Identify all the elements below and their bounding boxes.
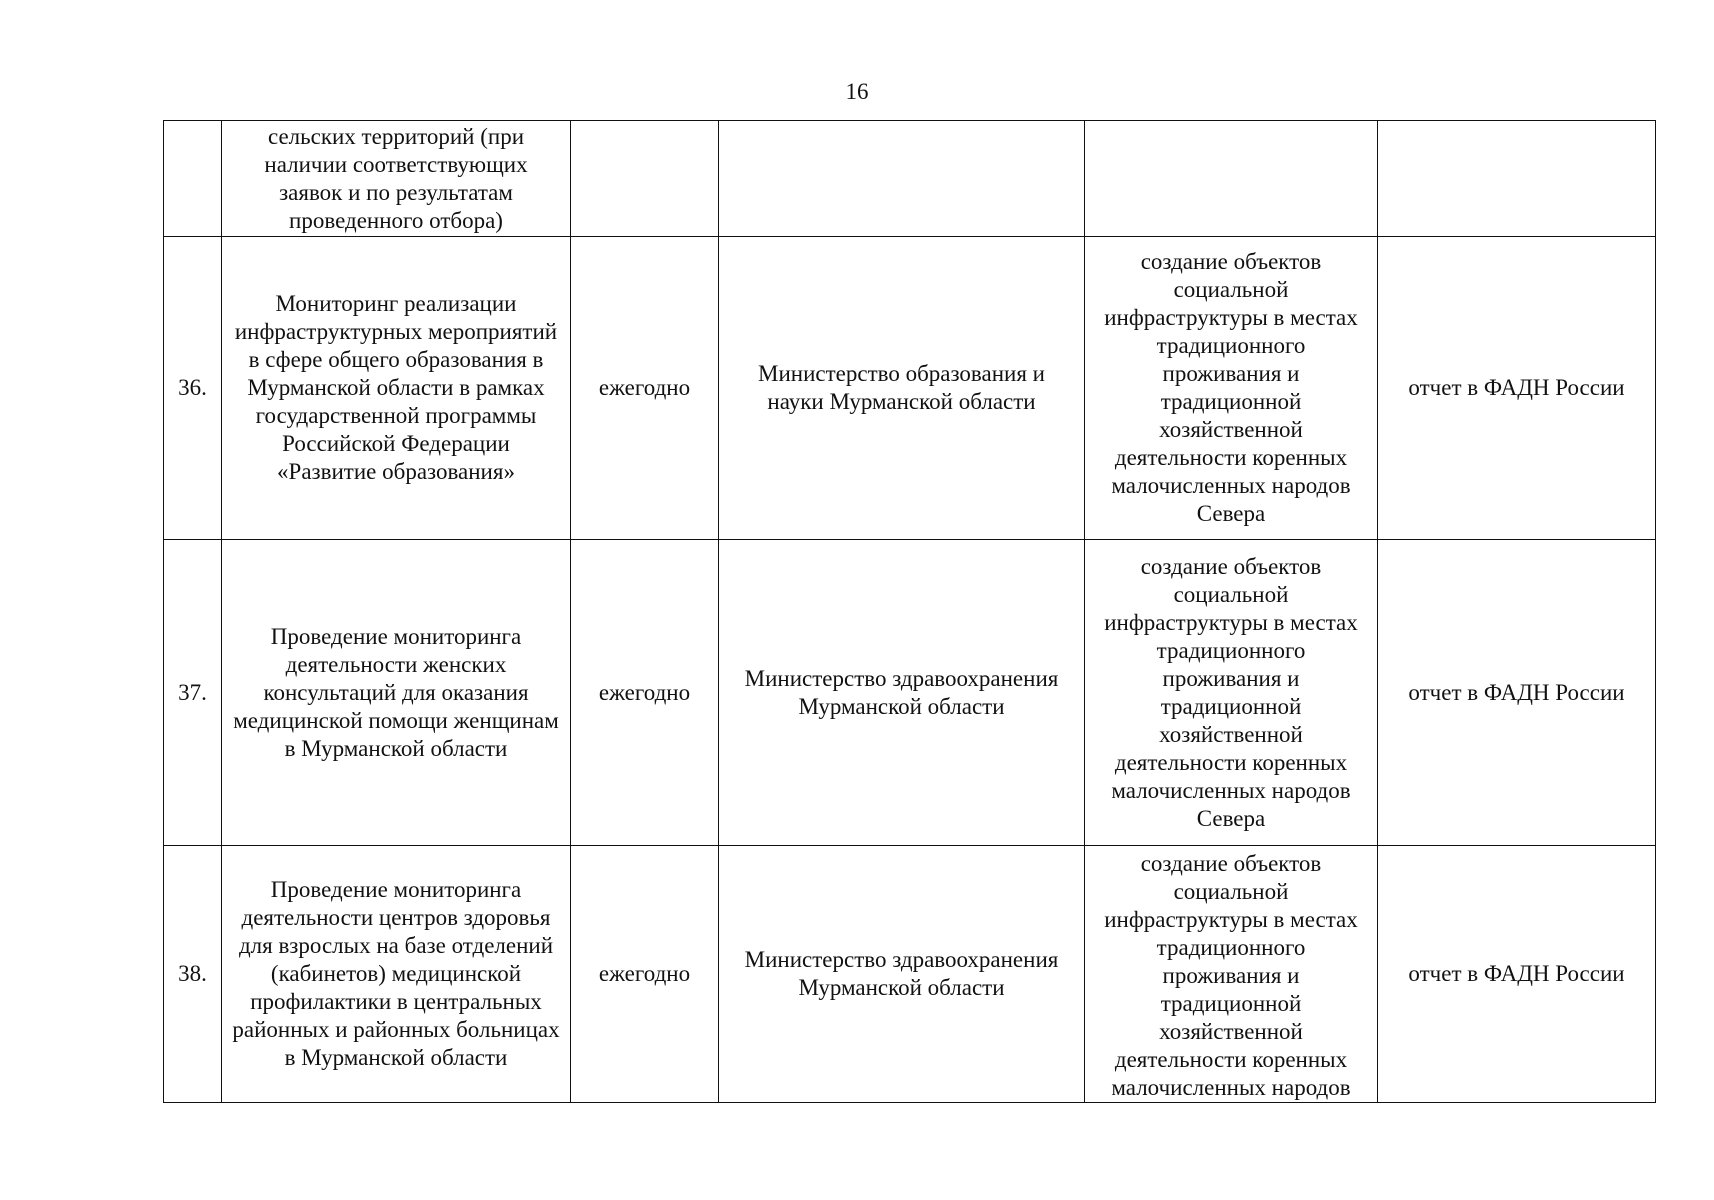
executor-cell [719, 121, 1085, 237]
result-cell [1085, 121, 1378, 237]
activity-cell: Проведение мониторинга деятельности женских консультаций для оказания медицинской помощи женщинам в Мурманской области [222, 540, 571, 846]
table-row [164, 121, 1656, 237]
term-cell: ежегодно [571, 846, 719, 1103]
term-cell: ежегодно [571, 237, 719, 540]
activity-cell: сельских территорий (при наличии соответствующих заявок и по результатам проведенного отбора) [222, 121, 571, 237]
row-number-cell: 38. [164, 846, 222, 1103]
result-cell: создание объектов социальной инфраструктуры в местах традиционного проживания и традиционной хозяйственной деятельности коренных малочисленных народов Севера [1085, 540, 1378, 846]
term-cell: ежегодно [571, 540, 719, 846]
result-cell: создание объектов социальной инфраструктуры в местах традиционного проживания и традиционной хозяйственной деятельности коренных малочисленных народов Севера [1085, 237, 1378, 540]
table-row [164, 846, 1656, 1103]
row-number-cell: 36. [164, 237, 222, 540]
report-cell: отчет в ФАДН России [1378, 237, 1656, 540]
executor-cell: Министерство здравоохранения Мурманской области [719, 846, 1085, 1103]
page-number: 16 [845, 79, 869, 104]
term-cell [571, 121, 719, 237]
report-cell: отчет в ФАДН России [1378, 540, 1656, 846]
row-number-cell [164, 121, 222, 237]
activity-cell: Мониторинг реализации инфраструктурных мероприятий в сфере общего образования в Мурманской области в рамках государственной программы Российской Федерации «Развитие образования» [222, 237, 571, 540]
executor-cell: Министерство здравоохранения Мурманской области [719, 540, 1085, 846]
report-cell: отчет в ФАДН России [1378, 846, 1656, 1103]
report-cell [1378, 121, 1656, 237]
table-row [164, 237, 1656, 540]
table-row [164, 540, 1656, 846]
row-number-cell: 37. [164, 540, 222, 846]
activity-cell: Проведение мониторинга деятельности центров здоровья для взрослых на базе отделений (кабинетов) медицинской профилактики в центральных районных и районных больницах в Мурманской области [222, 846, 571, 1103]
measures-table [163, 120, 1656, 1103]
executor-cell: Министерство образования и науки Мурманской области [719, 237, 1085, 540]
result-cell: создание объектов социальной инфраструктуры в местах традиционного проживания и традиционной хозяйственной деятельности коренных малочисленных народов [1085, 846, 1378, 1103]
